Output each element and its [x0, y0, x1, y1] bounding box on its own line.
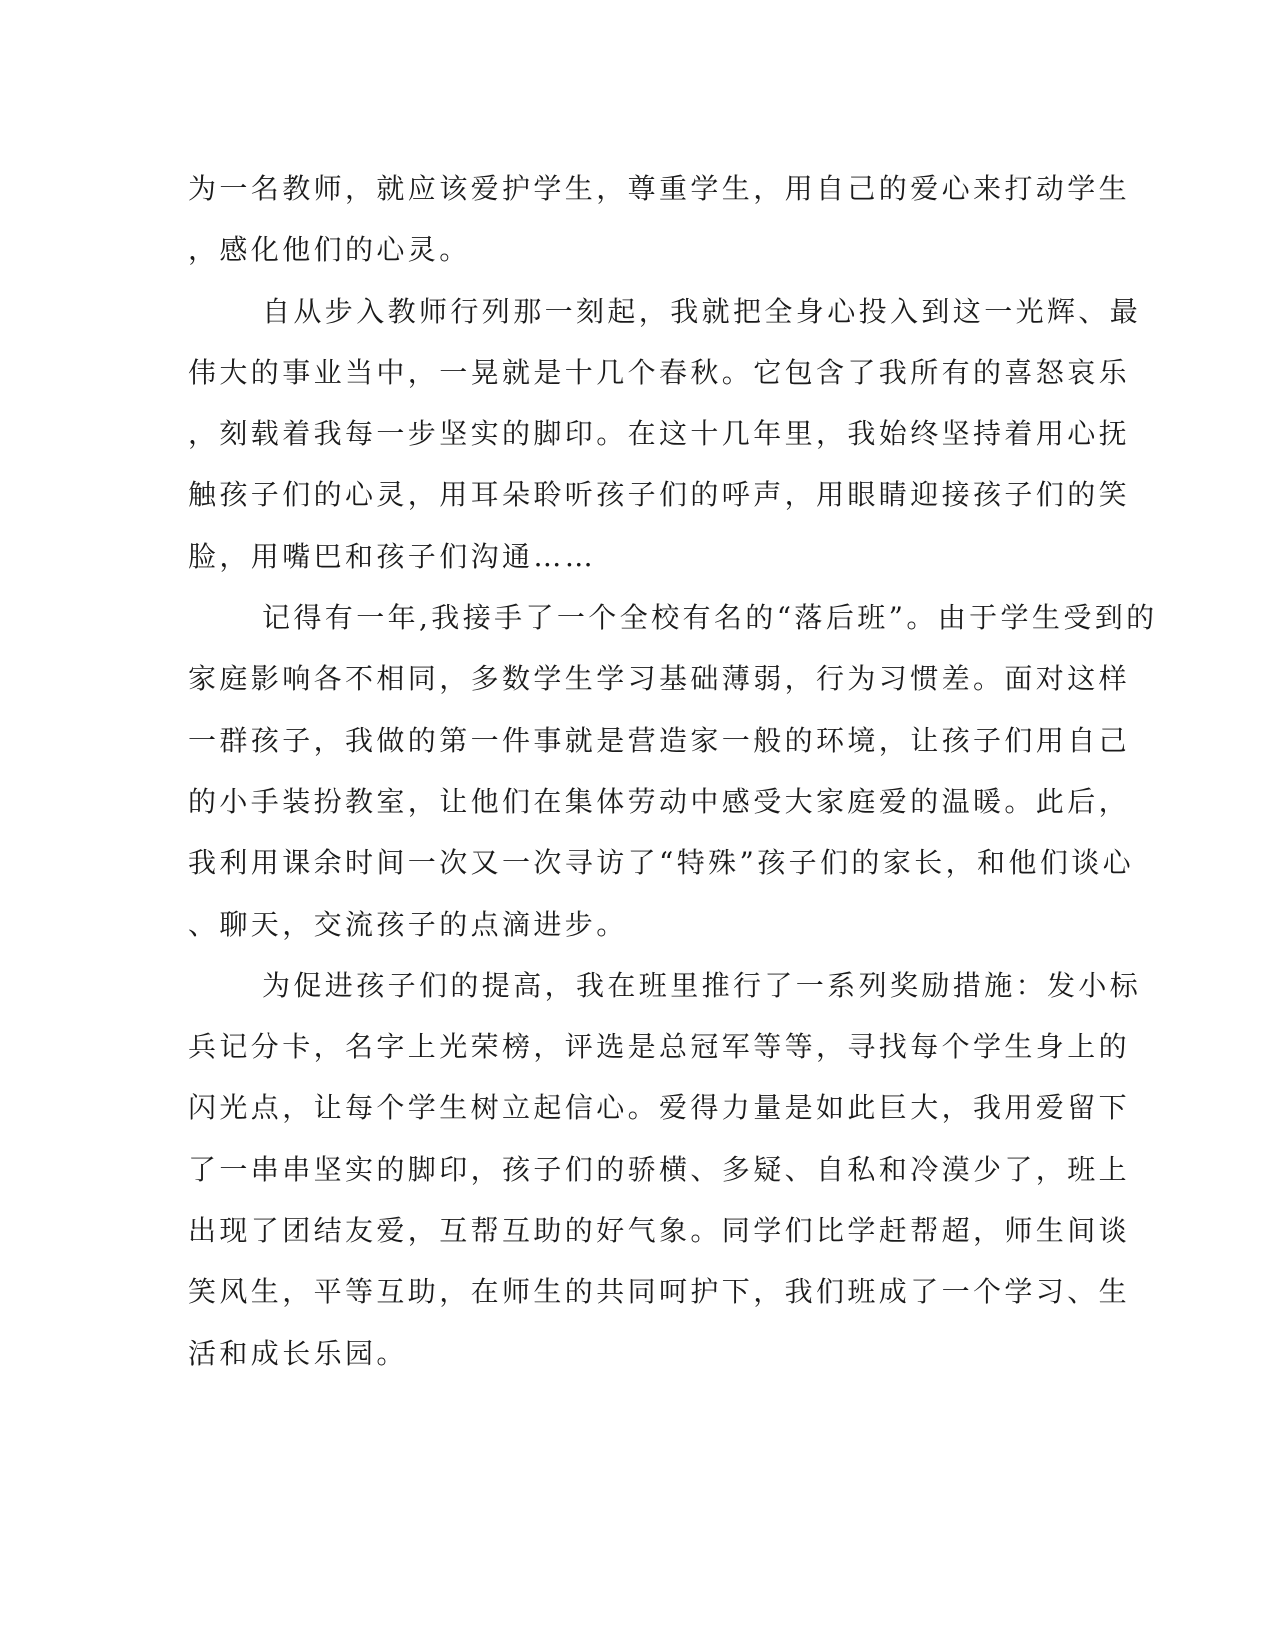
text-line: 伟大的事业当中，一晃就是十几个春秋。它包含了我所有的喜怒哀乐: [188, 355, 1131, 389]
paragraph-first-line: 记得有一年,我接手了一个全校有名的“落后班”。由于学生受到的: [262, 601, 1158, 635]
text-line: 出现了团结友爱，互帮互助的好气象。同学们比学赶帮超，师生间谈: [188, 1214, 1131, 1248]
paragraph-first-line: 为促进孩子们的提高，我在班里推行了一系列奖励措施：发小标: [262, 968, 1142, 1002]
text-line: 了一串串坚实的脚印，孩子们的骄横、多疑、自私和冷漠少了，班上: [188, 1152, 1131, 1186]
text-line: 一群孩子，我做的第一件事就是营造家一般的环境，让孩子们用自己: [188, 723, 1131, 757]
text-line: ，刻载着我每一步坚实的脚印。在这十几年里，我始终坚持着用心抚: [188, 417, 1131, 451]
text-line: 触孩子们的心灵，用耳朵聆听孩子们的呼声，用眼睛迎接孩子们的笑: [188, 478, 1131, 512]
text-line: 脸，用嘴巴和孩子们沟通……: [188, 539, 597, 573]
text-line: 为一名教师，就应该爱护学生，尊重学生，用自己的爱心来打动学生: [188, 172, 1131, 205]
text-line: 的小手装扮教室，让他们在集体劳动中感受大家庭爱的温暖。此后，: [188, 784, 1131, 818]
text-line: 、聊天，交流孩子的点滴进步。: [188, 907, 628, 941]
text-line: 闪光点，让每个学生树立起信心。爱得力量是如此巨大，我用爱留下: [188, 1091, 1131, 1125]
paragraph-first-line: 自从步入教师行列那一刻起，我就把全身心投入到这一光辉、最: [262, 294, 1142, 328]
text-line: ，感化他们的心灵。: [188, 233, 471, 267]
text-line: 笑风生，平等互助，在师生的共同呵护下，我们班成了一个学习、生: [188, 1275, 1131, 1309]
text-line: 活和成长乐园。: [188, 1336, 408, 1370]
text-line: 我利用课余时间一次又一次寻访了“特殊”孩子们的家长，和他们谈心: [188, 846, 1135, 880]
text-line: 兵记分卡，名字上光荣榜，评选是总冠军等等，寻找每个学生身上的: [188, 1030, 1131, 1064]
body-text: [188, 158, 1158, 1384]
text-line: 家庭影响各不相同，多数学生学习基础薄弱，行为习惯差。面对这样: [188, 662, 1131, 696]
